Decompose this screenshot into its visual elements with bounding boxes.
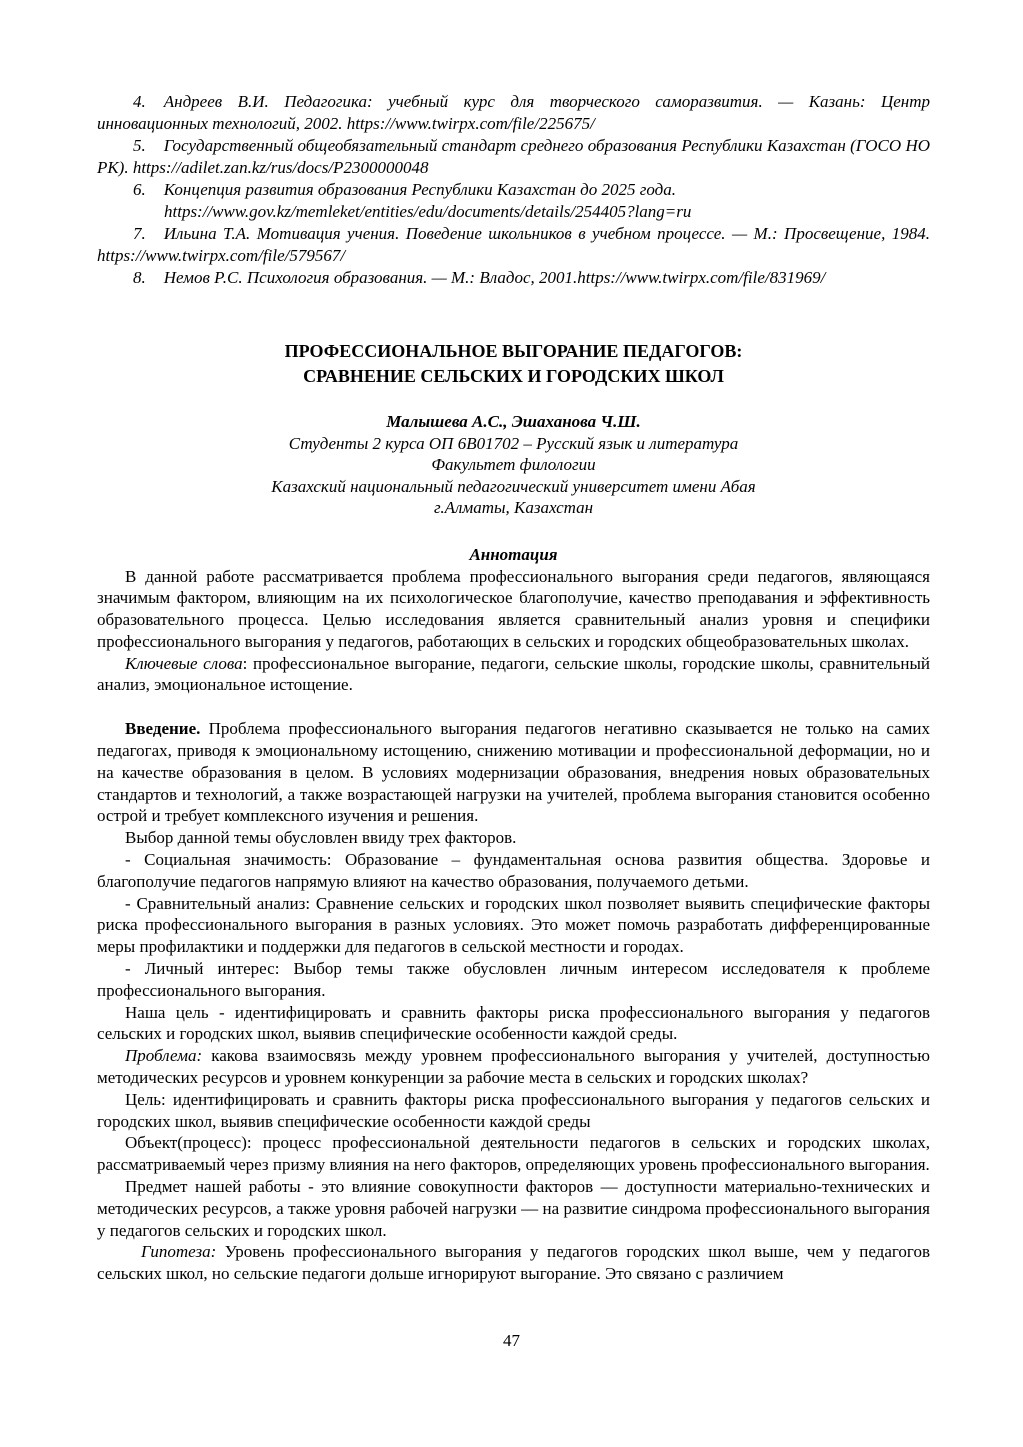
introduction-label: Введение.: [125, 719, 201, 739]
author-city: г.Алматы, Казахстан: [433, 498, 594, 517]
abstract-section: [97, 544, 930, 697]
reference-item-7: [97, 223, 930, 267]
introduction-text: Проблема профессионального выгорания педагогов негативно сказывается не только на самих педагогах, приводя к эмоциональному истощению, снижению мотивации и профессиональной деформации, но и на качестве образования в целом. В условиях модернизации образования, внедрения новых образовательных стандартов и технологий, а также возрастающей нагрузки на учителей, проблема выгорания становится особенно острой и требует комплексного изучения и решения.: [97, 719, 930, 826]
abstract-heading: Аннотация: [469, 544, 558, 564]
reference-number: 8.: [133, 268, 146, 287]
factor-personal-paragraph: - Личный интерес: Выбор темы также обусловлен личным интересом исследователя к проблеме профессионального выгорания.: [97, 959, 930, 1000]
reference-number: 7.: [133, 224, 146, 243]
problem-label: Проблема:: [125, 1046, 203, 1066]
reference-url: https://www.gov.kz/memleket/entities/edu/documents/details/254405?lang=ru: [164, 202, 692, 221]
author-university: Казахский национальный педагогический университет имени Абая: [271, 476, 756, 496]
reference-text: Концепция развития образования Республики Казахстан до 2025 года.: [163, 180, 677, 199]
keywords-label: Ключевые слова: [125, 653, 243, 673]
article-body: [97, 718, 930, 1285]
reference-item-5: [97, 135, 930, 179]
abstract-paragraph: В данной работе рассматривается проблема профессионального выгорания среди педагогов, являющаяся значимым фактором, влияющим на их психологическое благополучие, качество преподавания и эффективность образовательного процесса. Целью исследования является сравнительный анализ уровня и специфики профессионального выгорания у педагогов, работающих в сельских и городских общеобразовательных школах.: [97, 566, 930, 651]
subject-paragraph: Предмет нашей работы - это влияние совокупности факторов — доступности материально-технических и методических ресурсов, а также уровня рабочей нагрузки — на развитие синдрома профессионального выгорания у педагогов сельских и городских школ.: [97, 1177, 930, 1240]
authors-block: [97, 411, 930, 519]
reference-number: 4.: [133, 92, 146, 111]
reference-text: Андреев В.И. Педагогика: учебный курс для творческого саморазвития. — Казань: Центр инновационных технологий, 2002. https://www.twirpx.com/file/225675/: [97, 92, 930, 133]
factor-comparative-paragraph: - Сравнительный анализ: Сравнение сельских и городских школ позволяет выявить специфические факторы риска профессионального выгорания в разных условиях. Это может помочь разработать дифференцированные меры профилактики и поддержки для педагогов в сельской местности и городах.: [97, 893, 930, 957]
reference-text: Ильина Т.А. Мотивация учения. Поведение школьников в учебном процессе. — М.: Просвещение, 1984. https://www.twirpx.com/file/579567/: [97, 224, 930, 265]
references-list: [97, 91, 930, 289]
keywords-text: : профессиональное выгорание, педагоги, сельские школы, городские школы, сравнительный анализ, эмоциональное истощение.: [97, 653, 930, 695]
reference-text: Государственный общеобязательный стандарт среднего образования Республики Казахстан (ГОСО НО РК). https://adilet.zan.kz/rus/docs/P2300000048: [97, 136, 930, 177]
goal-paragraph: Наша цель - идентифицировать и сравнить факторы риска профессионального выгорания у педагогов сельских и городских школ, выявив специфические особенности каждой среды.: [97, 1002, 930, 1044]
reference-item-6: [97, 179, 930, 223]
article-title-line1: ПРОФЕССИОНАЛЬНОЕ ВЫГОРАНИЕ ПЕДАГОГОВ:: [284, 341, 743, 361]
reference-text: Немов Р.С. Психология образования. — М.: Владос, 2001.https://www.twirpx.com/file/831969/: [163, 268, 826, 287]
keywords-paragraph: [97, 653, 930, 697]
article-title-line2: СРАВНЕНИЕ СЕЛЬСКИХ И ГОРОДСКИХ ШКОЛ: [303, 366, 724, 386]
factor-social-paragraph: - Социальная значимость: Образование – фундаментальная основа развития общества. Здоровье и благополучие педагогов напрямую влияют на качество образования, получаемого детьми.: [97, 850, 930, 891]
problem-text: какова взаимосвязь между уровнем профессионального выгорания у учителей, доступностью методических ресурсов и уровнем конкуренции за рабочие места в сельских и городских школах?: [97, 1046, 930, 1088]
aim-paragraph: Цель: идентифицировать и сравнить факторы риска профессионального выгорания у педагогов сельских и городских школ, выявив специфические особенности каждой среды: [97, 1089, 930, 1131]
page-number: 47: [503, 1331, 520, 1350]
hypothesis-paragraph: [97, 1241, 930, 1285]
reference-number: 6.: [133, 180, 146, 199]
reference-number: 5.: [133, 136, 146, 155]
introduction-paragraph: [97, 718, 930, 827]
author-program: Студенты 2 курса ОП 6В01702 – Русский язык и литература: [288, 433, 739, 453]
author-names: Малышева А.С., Эшаханова Ч.Ш.: [386, 412, 641, 431]
article-title: [97, 339, 930, 389]
object-paragraph: Объект(процесс): процесс профессиональной деятельности педагогов в сельских и городских школах, рассматриваемый через призму влияния на него факторов, определяющих уровень профессионального выгорания.: [97, 1133, 930, 1175]
author-faculty: Факультет филологии: [431, 455, 596, 474]
reference-item-4: [97, 91, 930, 135]
hypothesis-label: Гипотеза:: [141, 1242, 217, 1262]
hypothesis-text: Уровень профессионального выгорания у педагогов городских школ выше, чем у педагогов сельских школ, но сельские педагоги дольше игнорируют выгорание. Это связано с различием: [97, 1242, 930, 1284]
problem-paragraph: [97, 1045, 930, 1089]
factors-intro-paragraph: Выбор данной темы обусловлен ввиду трех факторов.: [125, 828, 517, 848]
reference-item-8: [97, 267, 930, 289]
